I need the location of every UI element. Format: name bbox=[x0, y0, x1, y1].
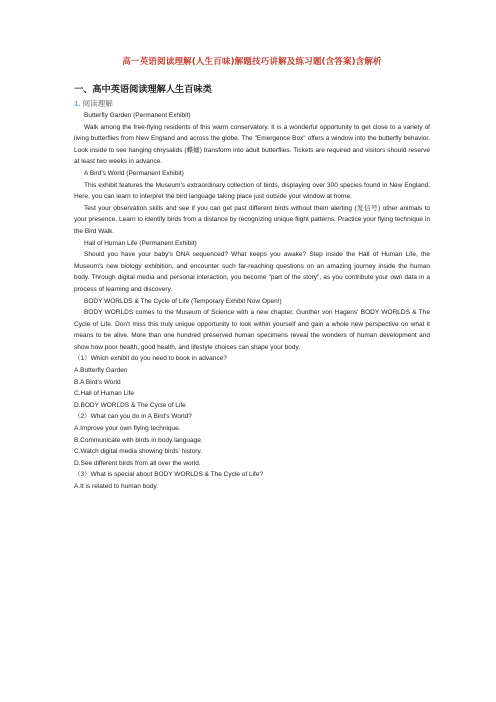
question-stem: （1）Which exhibit do you need to book in advance? bbox=[74, 355, 227, 363]
exhibit-heading-human-life: Hall of Human Life (Permanent Exhibit) bbox=[84, 239, 197, 247]
answer-option: B.A Bird's World bbox=[74, 378, 121, 386]
question-stem: （2）What can you do in A Bird's World? bbox=[74, 413, 192, 421]
answer-option: C.Watch digital media showing birds' history. bbox=[74, 448, 203, 456]
exhibit-heading-bird: A Bird's World (Permanent Exhibit) bbox=[84, 169, 184, 177]
paragraph-butterfly: Walk among the free-flying residents of this warm conservatory. It is a wonderful opportunity to get close to a variety of living butterflies from New England and across the globe. The "Emergence Box" offers a window into the butterfly behavior. Look inside to see hanging chrysalids (蝶蛹) transform into adult butterflies. Tickets are required and visitors should reserve at least two weeks in advance. bbox=[74, 123, 430, 166]
answer-option: D.BODY WORLDS & The Cycle of Life bbox=[74, 401, 186, 409]
section-heading: 一、高中英语阅读理解人生百味类 bbox=[74, 84, 212, 95]
question-stem: （3）What is special about BODY WORLDS & The Cycle of Life? bbox=[74, 471, 264, 479]
paragraph-body-worlds: BODY WORLDS comes to the Museum of Science with a new chapter, Gunther von Hagens' BODY WORLDS & The Cycle of Life. Don't miss this truly unique opportunity to look within yourself and gain a whole new perspective on what it means to be alive. More than one hundred preserved human specimens reveal the wonders of human development and show how poor health, good health, and lifestyle choices can shape your body. bbox=[74, 309, 430, 351]
answer-option: A.Improve your own flying technique. bbox=[74, 425, 181, 433]
question-2 bbox=[74, 411, 430, 469]
exhibit-heading-butterfly: Butterfly Garden (Permanent Exhibit) bbox=[84, 112, 191, 119]
answer-option: A.Butterfly Garden bbox=[74, 367, 128, 375]
question-3 bbox=[74, 469, 430, 492]
answer-option: C.Hall of Human Life bbox=[74, 390, 134, 398]
answer-option: B.Communicate with birds in body language. bbox=[74, 436, 203, 444]
item-header bbox=[74, 98, 430, 109]
passage bbox=[74, 110, 430, 353]
answer-option: A.It is related to human body. bbox=[74, 483, 159, 490]
paragraph-human-life: Should you have your baby's DNA sequenced? What keeps you awake? Step inside the Hall of Human Life, the Museum's new biology exhibition, and encounter such far-reaching questions on an amazing journey inside the human body. Through digital media and personal interaction, you become "part of the story", as you contribute your own data in a process of learning and discovery. bbox=[74, 251, 430, 293]
question-1 bbox=[74, 353, 430, 411]
document-title: 高一英语阅读理解(人生百味)解题技巧讲解及练习题(含答案)含解析 bbox=[122, 57, 382, 67]
item-label: 阅读理解 bbox=[82, 99, 113, 108]
paragraph-bird-2: Test your observation skills and see if you can get past different birds without them alerting (发信号) other animals to your presence. Learn to identify birds from a distance by recognizing unique flight patterns. Practice your flying technique in the Bird Walk. bbox=[74, 204, 430, 235]
exhibit-heading-body-worlds: BODY WORLDS & The Cycle of Life (Temporary Exhibit Now Open!) bbox=[84, 297, 282, 305]
item-number: 1. bbox=[74, 99, 81, 108]
answer-option: D.See different birds from all over the world. bbox=[74, 459, 201, 467]
paragraph-bird-1: This exhibit features the Museum's extraordinary collection of birds, displaying over 300 species found in New England. Here, you can learn to interpret the bird language taking place just outside your window at home. bbox=[74, 181, 430, 201]
